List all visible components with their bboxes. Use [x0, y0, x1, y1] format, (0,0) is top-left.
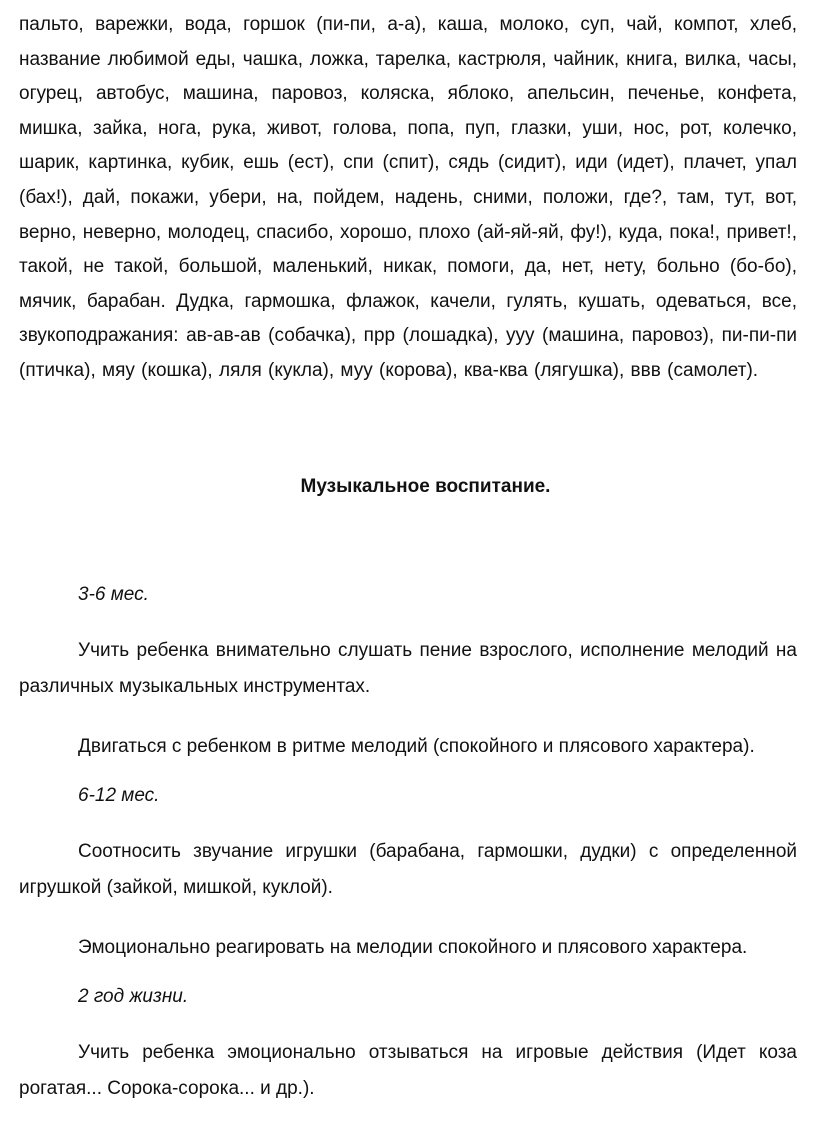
- word-list-paragraph: пальто, варежки, вода, горшок (пи-пи, а-а), каша, молоко, суп, чай, компот, хлеб, название любимой еды, чашка, ложка, тарелка, кастрюля, чайник, книга, вилка, часы, огурец, автобус, машина, паровоз, коляска, яблоко, апельсин, печенье, конфета, мишка, зайка, нога, рука, живот, голова, попа, пуп, глазки, уши, нос, рот, колечко, шарик, картинка, кубик, ешь (ест), спи (спит), сядь (сидит), иди (идет), плачет, упал (бах!), дай, покажи, убери, на, пойдем, надень, сними, положи, где?, там, тут, вот, верно, неверно, молодец, спасибо, хорошо, плохо (ай-яй-яй, фу!), куда, пока!, привет!, такой, не такой, большой, маленький, никак, помоги, да, нет, нету, больно (бо-бо), мячик, барабан. Дудка, гармошка, флажок, качели, гулять, кушать, одеваться, все, звукоподражания: ав-ав-ав (собачка), прр (лошадка), ууу (машина, паровоз), пи-пи-пи (птичка), мяу (кошка), ляля (кукла), муу (корова), ква-ква (лягушка), ввв (самолет).: [19, 14, 797, 381]
- age-label-6-12-months: 6-12 мес.: [78, 784, 160, 806]
- section-title: Музыкальное воспитание.: [300, 475, 551, 497]
- age-label-3-6-months: 3-6 мес.: [78, 583, 149, 605]
- age-label-second-year: 2 год жизни.: [78, 985, 189, 1007]
- paragraph-rhythm: Двигаться с ребенком в ритме мелодий (спокойного и плясового характера).: [78, 735, 755, 757]
- document-page: [19, 0, 797, 1107]
- paragraph-listening: Учить ребенка внимательно слушать пение взрослого, исполнение мелодий на различных музыкальных инструментах.: [19, 639, 797, 697]
- paragraph-emotional-reaction: Эмоционально реагировать на мелодии спокойного и плясового характера.: [78, 936, 748, 958]
- paragraph-game-actions: Учить ребенка эмоционально отзываться на игровые действия (Идет коза рогатая... Сорока-сорока... и др.).: [19, 1041, 797, 1099]
- paragraph-toy-sounds: Соотносить звучание игрушки (барабана, гармошки, дудки) с определенной игрушкой (зайкой, мишкой, куклой).: [19, 840, 797, 898]
